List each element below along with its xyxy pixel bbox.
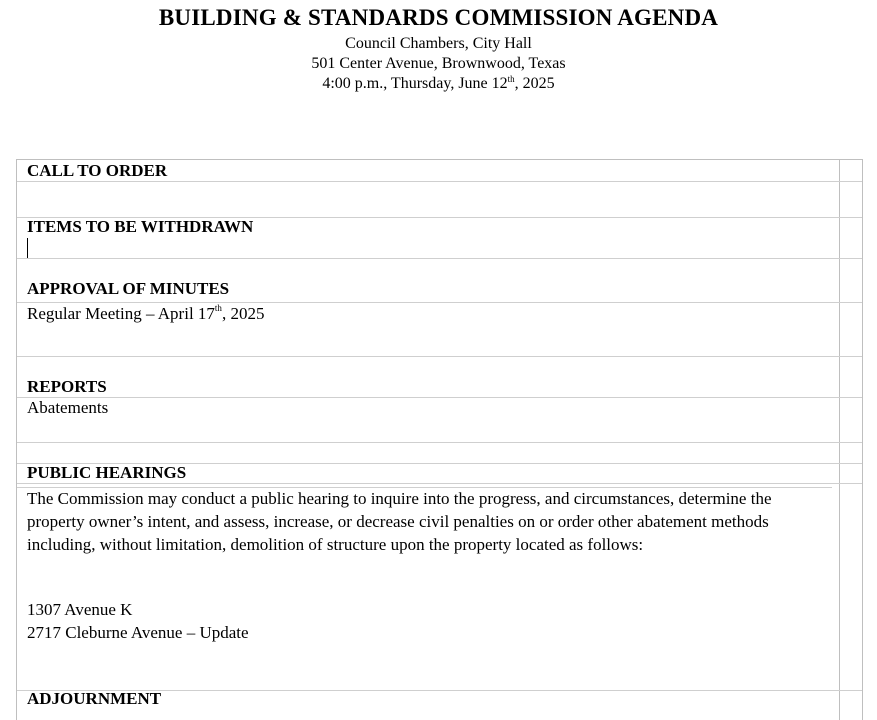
minutes-item-year: , 2025 — [221, 304, 265, 323]
property-address: 2717 Cleburne Avenue – Update — [27, 623, 249, 642]
public-hearings-description: The Commission may conduct a public hearing to inquire into the progress, and circumstances, determine the property owner’s intent, and assess, increase, or decrease civil penalties on or order other abatement methods including, without limitation, demolition of structure upon the property located as follows: — [27, 489, 772, 554]
items-withdrawn-heading: ITEMS TO BE WITHDRAWN — [27, 217, 254, 236]
table-row-divider — [17, 258, 862, 259]
text-cursor — [27, 238, 28, 258]
reports-item: Abatements — [27, 398, 109, 417]
meeting-datetime — [0, 75, 877, 93]
table-row-divider — [17, 302, 862, 303]
agenda-table — [16, 159, 863, 720]
minutes-item-suffix: th — [214, 303, 222, 313]
approval-of-minutes-heading: APPROVAL OF MINUTES — [27, 279, 230, 298]
adjournment-heading: ADJOURNMENT — [27, 689, 162, 708]
reports-heading: REPORTS — [27, 377, 107, 396]
minutes-item-main: Regular Meeting – April 17 — [27, 304, 215, 323]
datetime-main: 4:00 p.m., Thursday, June 12 — [322, 75, 508, 92]
table-column-divider — [839, 160, 840, 720]
meeting-location: Council Chambers, City Hall — [345, 35, 532, 52]
meeting-address: 501 Center Avenue, Brownwood, Texas — [311, 55, 566, 72]
property-address: 1307 Avenue K — [27, 600, 133, 619]
datetime-year: , 2025 — [514, 75, 555, 92]
public-hearings-heading: PUBLIC HEARINGS — [27, 463, 187, 482]
minutes-item — [27, 304, 264, 324]
table-row-divider — [17, 483, 862, 484]
datetime-suffix: th — [507, 74, 515, 84]
table-row-divider — [17, 181, 862, 182]
call-to-order-heading: CALL TO ORDER — [27, 161, 168, 180]
table-row-divider — [17, 356, 862, 357]
agenda-title: BUILDING & STANDARDS COMMISSION AGENDA — [158, 5, 719, 30]
table-row-divider — [17, 442, 862, 443]
table-row-divider — [17, 397, 862, 398]
